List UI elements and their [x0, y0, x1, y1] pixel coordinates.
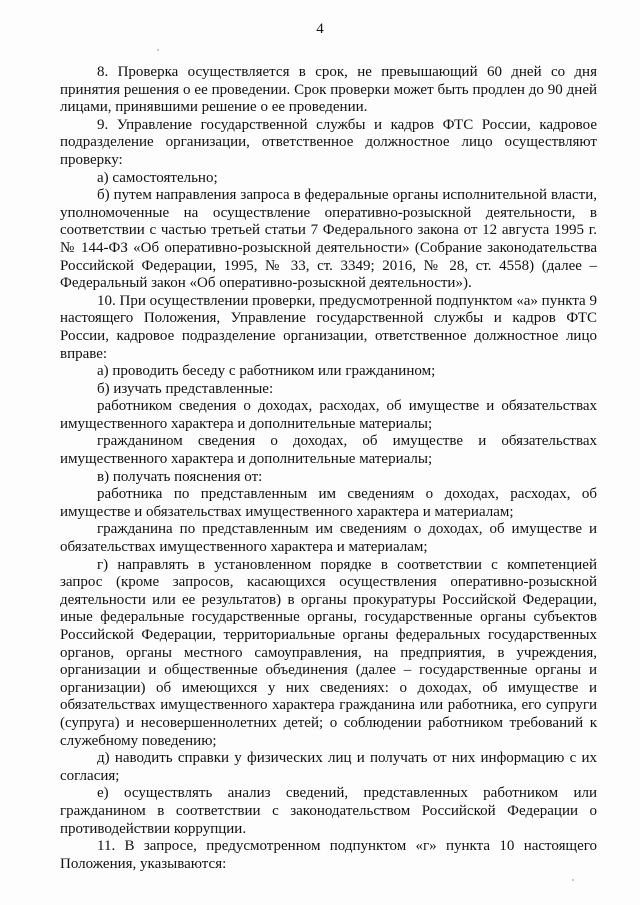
paragraph-10-item-b: б) изучать представленные: [97, 380, 274, 397]
paragraph-8: 8. Проверка осуществляется в срок, не превышающий 60 дней со дня принятия решения о ее проведении. Срок проверки может быть продлен до 90 дней лицами, принявшими решение о ее проведении. [60, 64, 597, 116]
scan-speck [572, 879, 574, 881]
scan-speck [157, 49, 159, 51]
paragraph-9: 9. Управление государственной службы и кадров ФТС России, кадровое подразделение организации, ответственное должностное лицо осуществляют проверку: [60, 116, 597, 168]
paragraph-10-item-v: в) получать пояснения от: [97, 468, 263, 485]
page-number: 4 [316, 21, 324, 37]
paragraph-9-item-b: б) путем направления запроса в федеральные органы исполнительной власти, уполномоченные на осуществление оперативно-розыскной деятельности, в соответствии с частью третьей статьи 7 Федерального закона от 12 августа 1995 г. № 144-ФЗ «Об оперативно-розыскной деятельности» (Собрание законодательства Российской Федерации, 1995, № 33, ст. 3349; 2016, № 28, ст. 4558) (далее – Федеральный закон «Об оперативно-розыскной деятельности»). [60, 187, 597, 292]
paragraph-10-item-v-citizen: гражданина по представленным им сведениям о доходах, об имуществе и обязательствах имущественного характера и материалам; [60, 521, 597, 556]
paragraph-10-item-g: г) направлять в установленном порядке в соответствии с компетенцией запрос (кроме запросов, касающихся осуществления оперативно-розыскной деятельности или ее результатов) в органы прокуратуры Российской Федерации, иные федеральные государственные органы, государственные органы субъектов Российской Федерации, территориальные органы федеральных государственных органов, органы местного самоуправления, на предприятия, в учреждения, организации и общественные объединения (далее – государственные органы и организации) об имеющихся у них сведениях: о доходах, об имуществе и обязательствах имущественного характера гражданина или работника, его супруги (супруга) и несовершеннолетних детей; о соблюдении работником требований к служебному поведению; [60, 556, 597, 749]
paragraph-10-item-b-citizen: гражданином сведения о доходах, об имуществе и обязательствах имущественного характера и дополнительные материалы; [60, 433, 597, 468]
paragraph-10-item-a: а) проводить беседу с работником или гражданином; [97, 363, 436, 380]
paragraph-10-item-b-worker: работником сведения о доходах, расходах, об имуществе и обязательствах имущественного характера и дополнительные материалы; [60, 398, 597, 432]
paragraph-9-item-a: а) самостоятельно; [97, 169, 218, 186]
paragraph-10-item-e: е) осуществлять анализ сведений, представленных работником или гражданином в соответствии с законодательством Российской Федерации о противодействии коррупции. [60, 785, 597, 837]
paragraph-11: 11. В запросе, предусмотренном подпунктом «г» пункта 10 настоящего Положения, указываются: [60, 838, 597, 872]
document-body [60, 64, 597, 873]
paragraph-10-item-v-worker: работника по представленным им сведениям о доходах, расходах, об имуществе и обязательствах имущественного характера и материалам; [60, 486, 597, 520]
paragraph-10: 10. При осуществлении проверки, предусмотренной подпунктом «а» пункта 9 настоящего Положения, Управление государственной службы и кадров ФТС России, кадровое подразделение организации, ответственное должностное лицо вправе: [60, 292, 597, 362]
paragraph-10-item-d: д) наводить справки у физических лиц и получать от них информацию с их согласия; [60, 750, 597, 784]
